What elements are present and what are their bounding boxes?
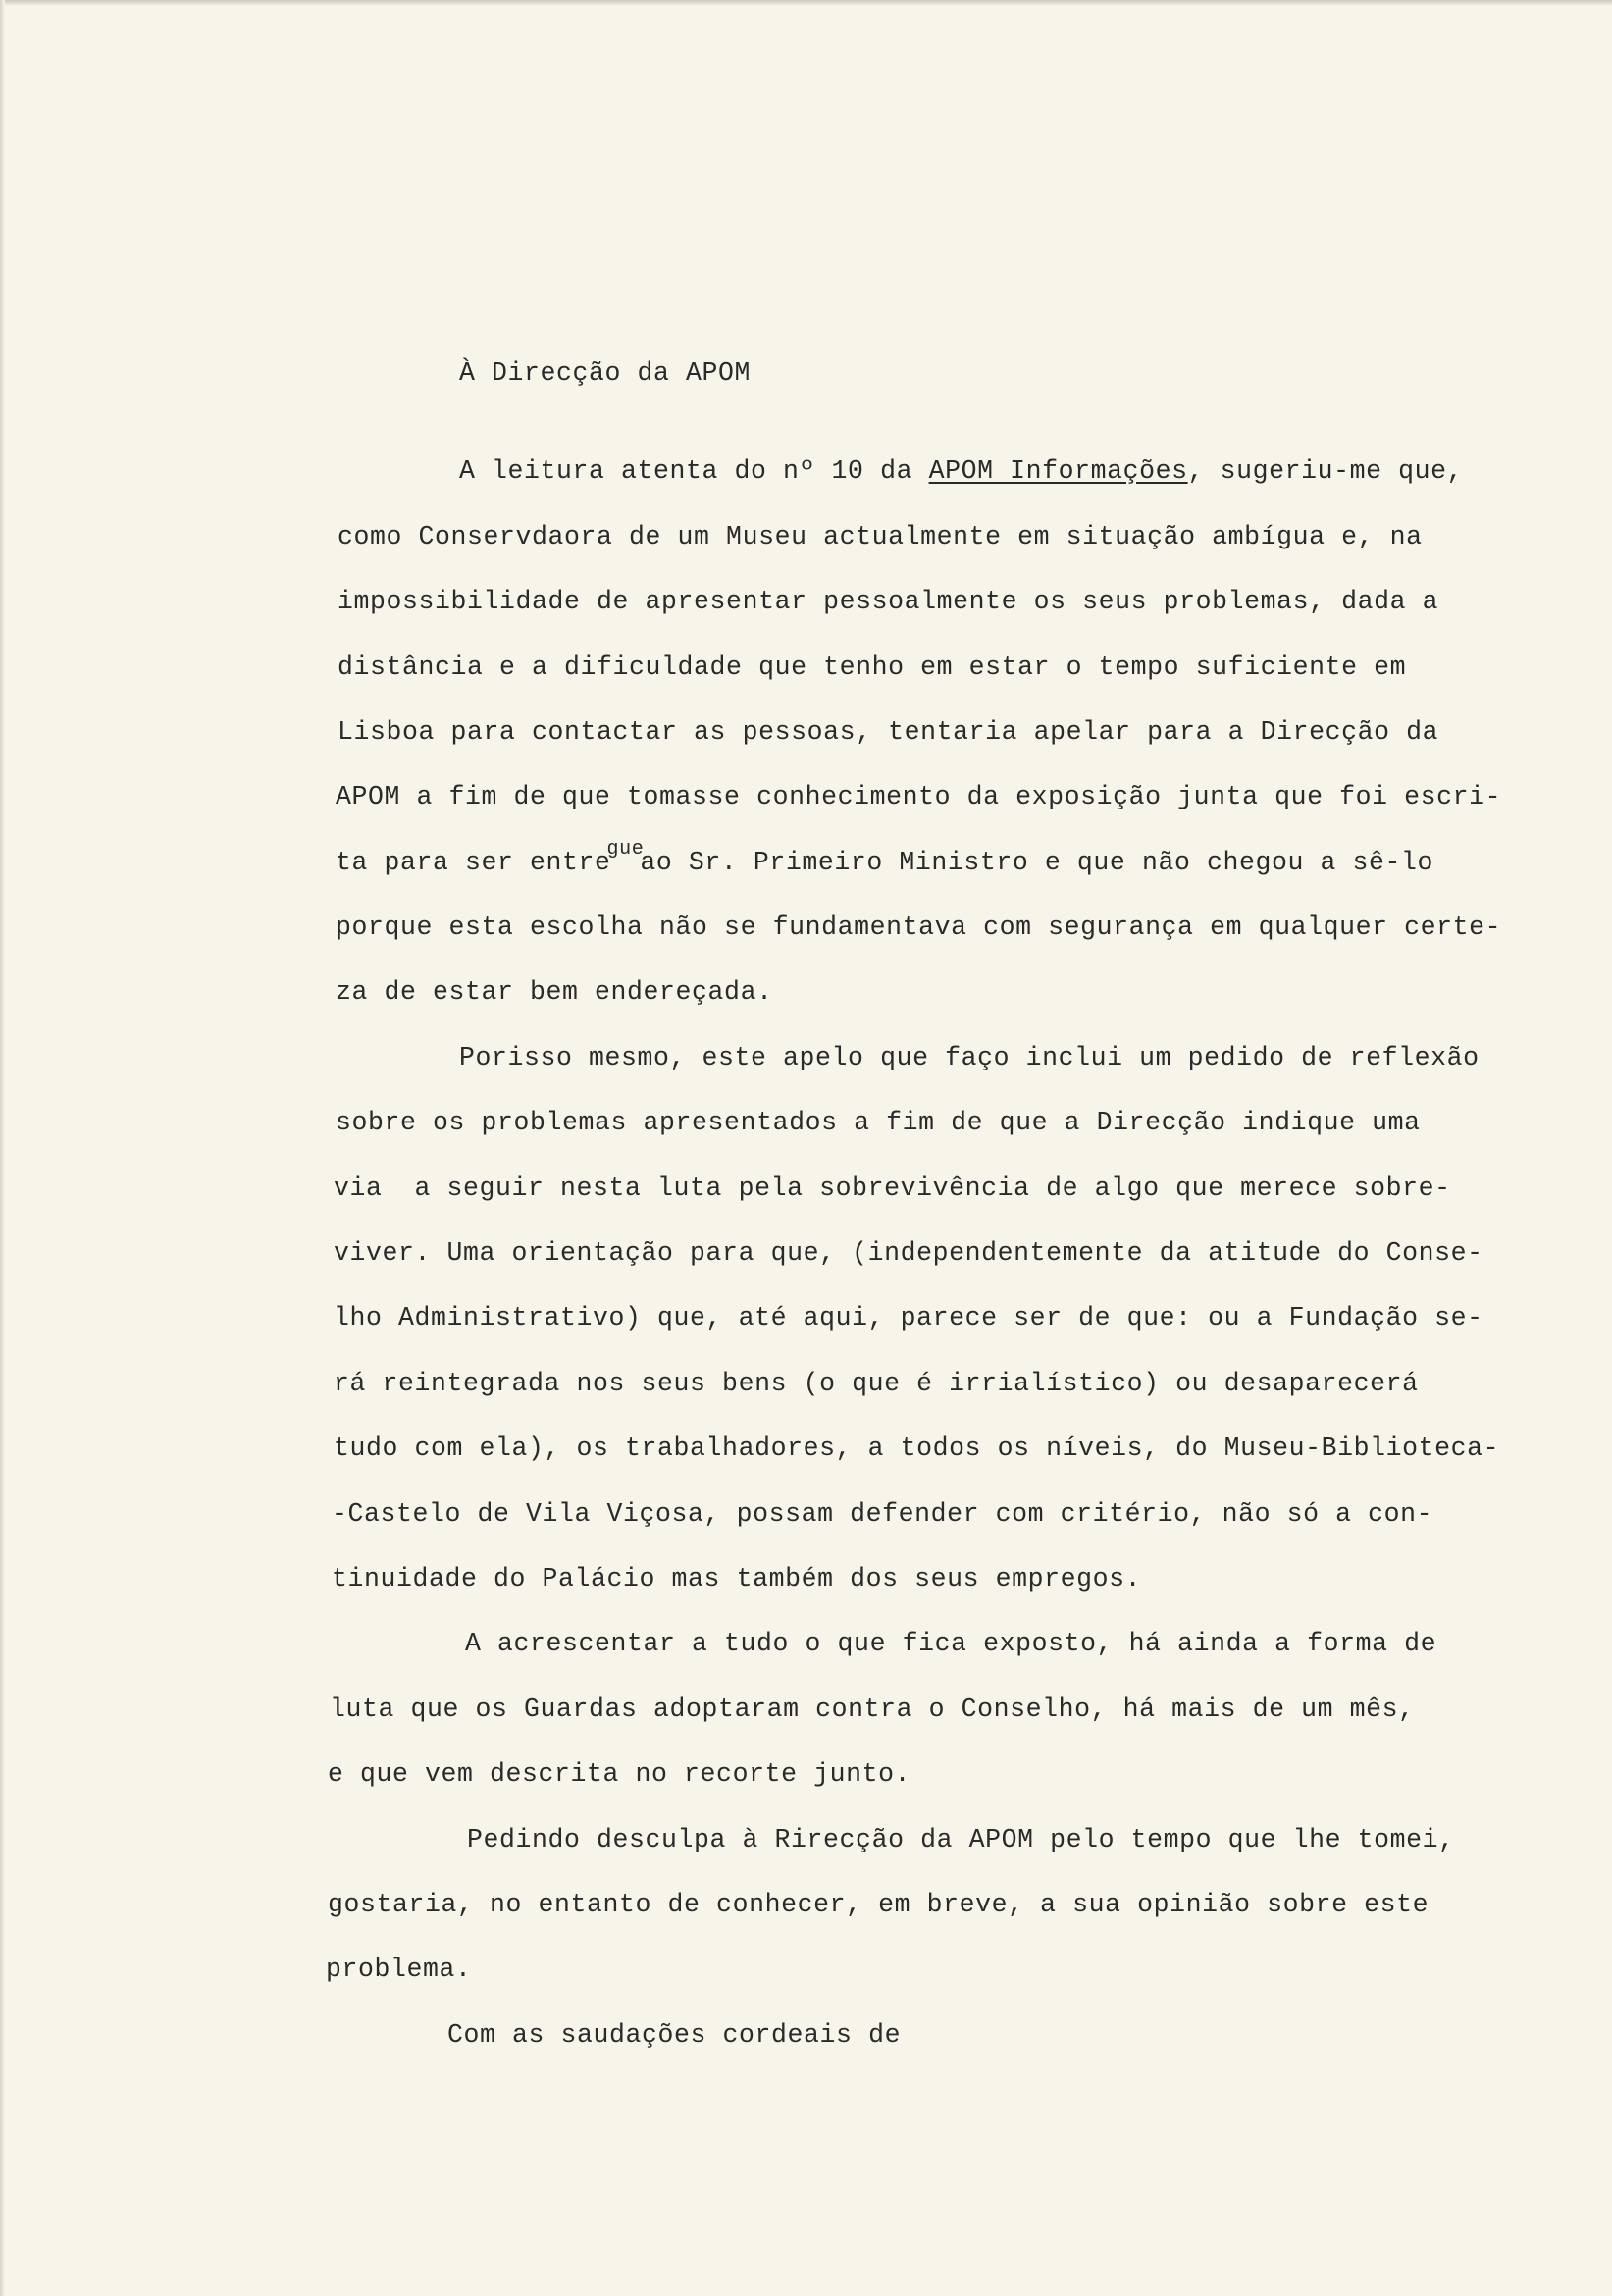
body-line-24: problema. <box>326 1955 472 1984</box>
body-line-7 <box>336 838 1433 877</box>
letter-heading: À Direcção da APOM <box>459 358 752 388</box>
body-line-1-end: , sugeriu-me que, <box>1187 456 1464 486</box>
body-line-1 <box>459 458 1463 485</box>
body-line-4: distância e a dificuldade que tenho em estar o tempo suficiente em <box>338 652 1407 682</box>
apom-informacoes-title: APOM Informações <box>928 456 1188 486</box>
body-line-20: luta que os Guardas adoptaram contra o Conselho, há mais de um mês, <box>330 1695 1415 1724</box>
body-line-22: Pedindo desculpa à Rirecção da APOM pelo tempo que lhe tomei, <box>467 1825 1455 1854</box>
body-line-18: tinuidade do Palácio mas também dos seus empregos. <box>332 1564 1142 1593</box>
body-line-23: gostaria, no entanto de conhecer, em breve, a sua opinião sobre este <box>328 1890 1430 1919</box>
body-line-8: porque esta escolha não se fundamentava com segurança em qualquer certe- <box>336 913 1502 942</box>
body-line-14: lho Administrativo) que, até aqui, parece ser de que: ou a Fundação se- <box>334 1303 1483 1332</box>
body-line-7-end: ao Sr. Primeiro Ministro e que não chegou a sê-lo <box>640 848 1433 877</box>
body-line-9: za de estar bem endereçada. <box>336 977 773 1007</box>
body-line-21: e que vem descrita no recorte junto. <box>328 1759 911 1789</box>
handwritten-insertion: gue <box>606 838 645 861</box>
body-line-13: viver. Uma orientação para que, (independentemente da atitude do Conse- <box>334 1238 1483 1268</box>
body-line-1-start: A leitura atenta do nº 10 da <box>459 456 929 486</box>
paper-top-edge <box>0 0 1612 6</box>
body-line-11: sobre os problemas apresentados a fim de que a Direcção indique uma <box>336 1108 1421 1137</box>
body-line-2: como Conservdaora de um Museu actualmente em situação ambígua e, na <box>338 522 1423 551</box>
body-line-5: Lisboa para contactar as pessoas, tentaria apelar para a Direcção da <box>338 717 1439 747</box>
body-line-12: via a seguir nesta luta pela sobrevivência de algo que merece sobre- <box>334 1174 1451 1203</box>
paper-left-edge <box>0 0 5 2296</box>
body-line-6: APOM a fim de que tomasse conhecimento da exposição junta que foi escri- <box>336 782 1502 811</box>
body-line-16: tudo com ela), os trabalhadores, a todos os níveis, do Museu-Biblioteca- <box>334 1434 1500 1463</box>
body-line-7-start: ta para ser entre <box>336 848 611 877</box>
closing-line: Com as saudações cordeais de <box>447 2020 902 2050</box>
body-line-3: impossibilidade de apresentar pessoalmente os seus problemas, dada a <box>338 587 1439 616</box>
body-line-10: Porisso mesmo, este apelo que faço inclui um pedido de reflexão <box>459 1043 1480 1072</box>
body-line-15: rá reintegrada nos seus bens (o que é irrialístico) ou desaparecerá <box>334 1369 1419 1398</box>
body-line-17: -Castelo de Vila Viçosa, possam defender com critério, não só a con- <box>332 1499 1433 1529</box>
body-line-19: A acrescentar a tudo o que fica exposto, há ainda a forma de <box>465 1629 1437 1658</box>
